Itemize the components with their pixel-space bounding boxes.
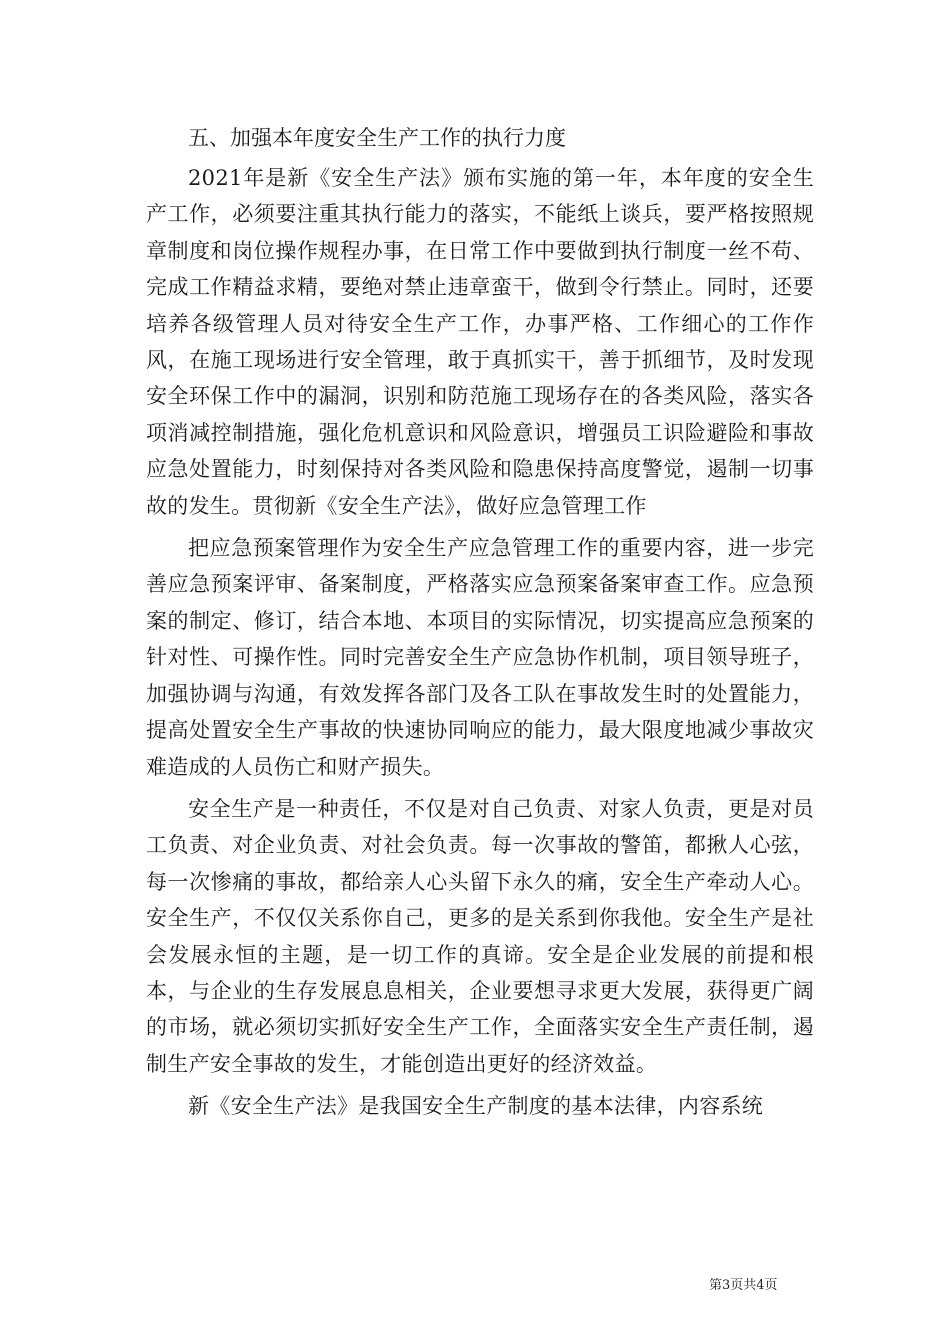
paragraph-responsibility: 安全生产是一种责任，不仅是对自己负责、对家人负责，更是对员工负责、对企业负责、对社会负责。每一次事故的警笛，都揪人心弦，每一次惨痛的事故，都给亲人心头留下永久的痛，安全生产牵动人心。安全生产，不仅仅关系你自己，更多的是关系到你我他。安全生产是社会发展永恒的主题，是一切工作的真谛。安全是企业发展的前提和根本，与企业的生存发展息息相关，企业要想寻求更大发展，获得更广阔的市场，就必须切实抓好安全生产工作，全面落实安全生产责任制，遏制生产安全事故的发生，才能创造出更好的经济效益。 (146, 796, 814, 1076)
paragraph-safety-law: 新《安全生产法》是我国安全生产制度的基本法律，内容系统 (188, 1094, 764, 1119)
section-heading: 五、加强本年度安全生产工作的执行力度 (188, 126, 566, 150)
document-body (146, 120, 814, 1131)
paragraph-emergency-plan: 把应急预案管理作为安全生产应急管理工作的重要内容，进一步完善应急预案评审、备案制度，严格落实应急预案备案审查工作。应急预案的制定、修订，结合本地、本项目的实际情况，切实提高应急预案的针对性、可操作性。同时完善安全生产应急协作机制，项目领导班子，加强协调与沟通，有效发挥各部门及各工队在事故发生时的处置能力，提高处置安全生产事故的快速协同响应的能力，最大限度地减少事故灾难造成的人员伤亡和财产损失。 (146, 536, 814, 779)
page-number: 第3页共4页 (709, 1278, 778, 1293)
paragraph-execution: 2021年是新《安全生产法》颁布实施的第一年，本年度的安全生产工作，必须要注重其执行能力的落实，不能纸上谈兵，要严格按照规章制度和岗位操作规程办事，在日常工作中要做到执行制度一丝不苟、完成工作精益求精，要绝对禁止违章蛮干，做到令行禁止。同时，还要培养各级管理人员对待安全生产工作，办事严格、工作细心的工作作风，在施工现场进行安全管理，敢于真抓实干，善于抓细节，及时发现安全环保工作中的漏洞，识别和防范施工现场存在的各类风险，落实各项消减控制措施，强化危机意识和风险意识，增强员工识险避险和事故应急处置能力，时刻保持对各类风险和隐患保持高度警觉，遏制一切事故的发生。贯彻新《安全生产法》，做好应急管理工作 (146, 166, 814, 518)
